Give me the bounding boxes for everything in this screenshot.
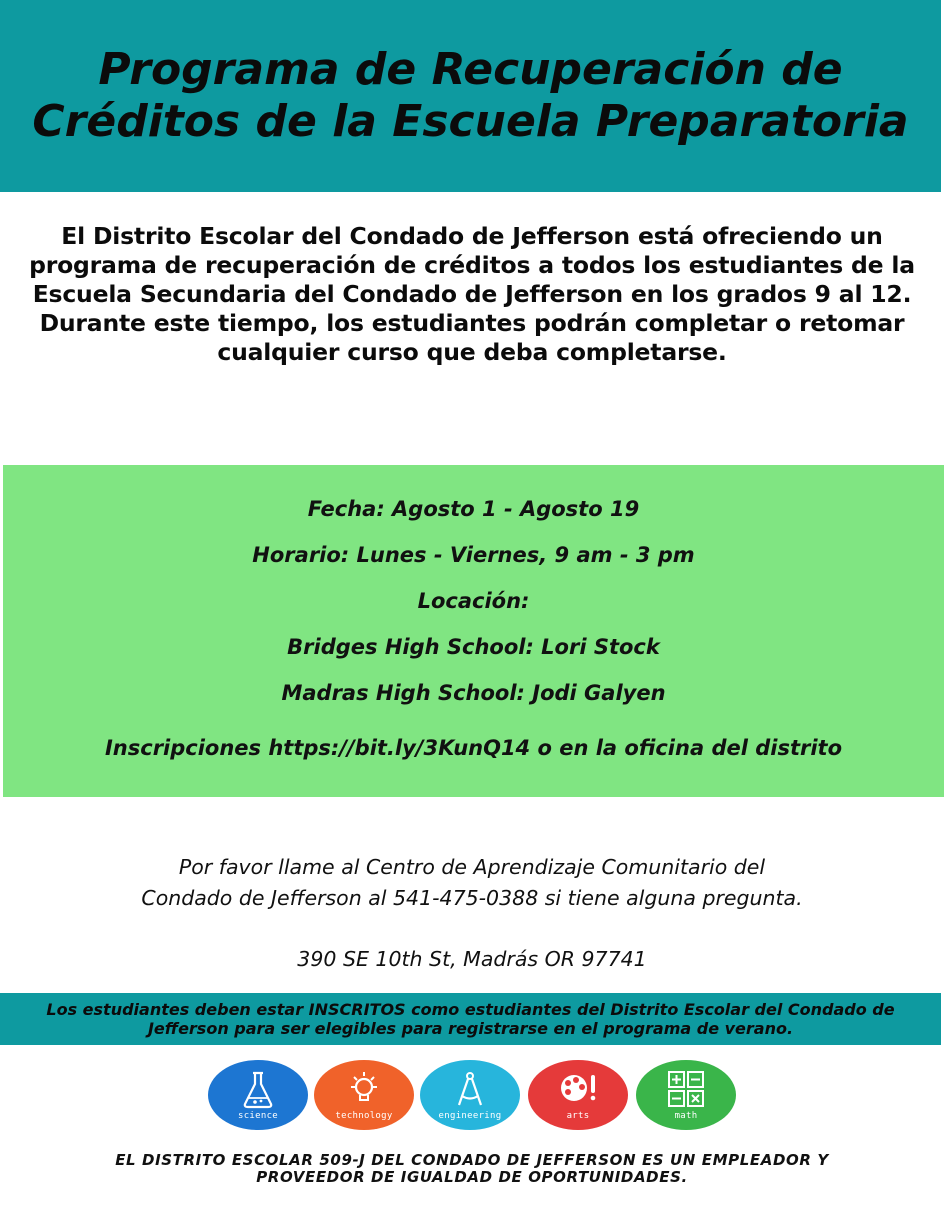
date-line: Fecha: Agosto 1 - Agosto 19: [307, 497, 640, 521]
contact-line-2: Condado de Jefferson al 541-475-0388 si tiene alguna pregunta.: [141, 886, 803, 910]
technology-label: technology: [335, 1111, 393, 1121]
flask-icon: [240, 1069, 276, 1109]
stem-icons-row: [0, 1060, 944, 1132]
address: 390 SE 10th St, Madrás OR 97741: [297, 947, 647, 971]
engineering-badge: [420, 1060, 520, 1130]
equal-opportunity-footer: [0, 1152, 944, 1186]
bridges-location: Bridges High School: Lori Stock: [287, 635, 660, 659]
madras-location: Madras High School: Jodi Galyen: [281, 681, 666, 705]
registration-line: Inscripciones https://bit.ly/3KunQ14 o en la oficina del distrito: [104, 736, 843, 760]
intro-paragraph: El Distrito Escolar del Condado de Jefferson está ofreciendo un programa de recuperación de créditos a todos los estudiantes de la Escuela Secundaria del Condado de Jefferson en los grados 9 al 12. Durante este tiempo, los estudiantes podrán completar o retomar cualquier curso que deba completarse.: [29, 222, 915, 366]
contact-line-1: Por favor llame al Centro de Aprendizaje Comunitario del: [178, 855, 766, 879]
info-box: [3, 465, 944, 797]
math-label: math: [674, 1111, 698, 1121]
math-badge: [636, 1060, 736, 1130]
arts-badge: [528, 1060, 628, 1130]
science-label: science: [237, 1111, 279, 1121]
location-heading: Locación:: [417, 589, 530, 613]
engineering-label: engineering: [438, 1111, 502, 1121]
palette-icon: [558, 1069, 598, 1109]
compass-icon: [452, 1069, 488, 1109]
eligibility-notice: Los estudiantes deben estar INSCRITOS como estudiantes del Distrito Escolar del Condado de Jefferson para ser elegibles para registrarse en el programa de verano.: [0, 993, 941, 1045]
technology-badge: [314, 1060, 414, 1130]
footer-line-2: PROVEEDOR DE IGUALDAD DE OPORTUNIDADES.: [256, 1168, 688, 1186]
header-banner: [0, 0, 941, 192]
footer-line-1: EL DISTRITO ESCOLAR 509-J DEL CONDADO DE JEFFERSON ES UN EMPLEADOR Y: [115, 1151, 829, 1169]
science-badge: [208, 1060, 308, 1130]
page-title: Programa de Recuperación de Créditos de la Escuela Preparatoria: [32, 44, 909, 147]
arts-label: arts: [566, 1111, 590, 1121]
lightbulb-icon: [346, 1069, 382, 1109]
calculator-icon: [666, 1069, 706, 1109]
schedule-line: Horario: Lunes - Viernes, 9 am - 3 pm: [252, 543, 695, 567]
